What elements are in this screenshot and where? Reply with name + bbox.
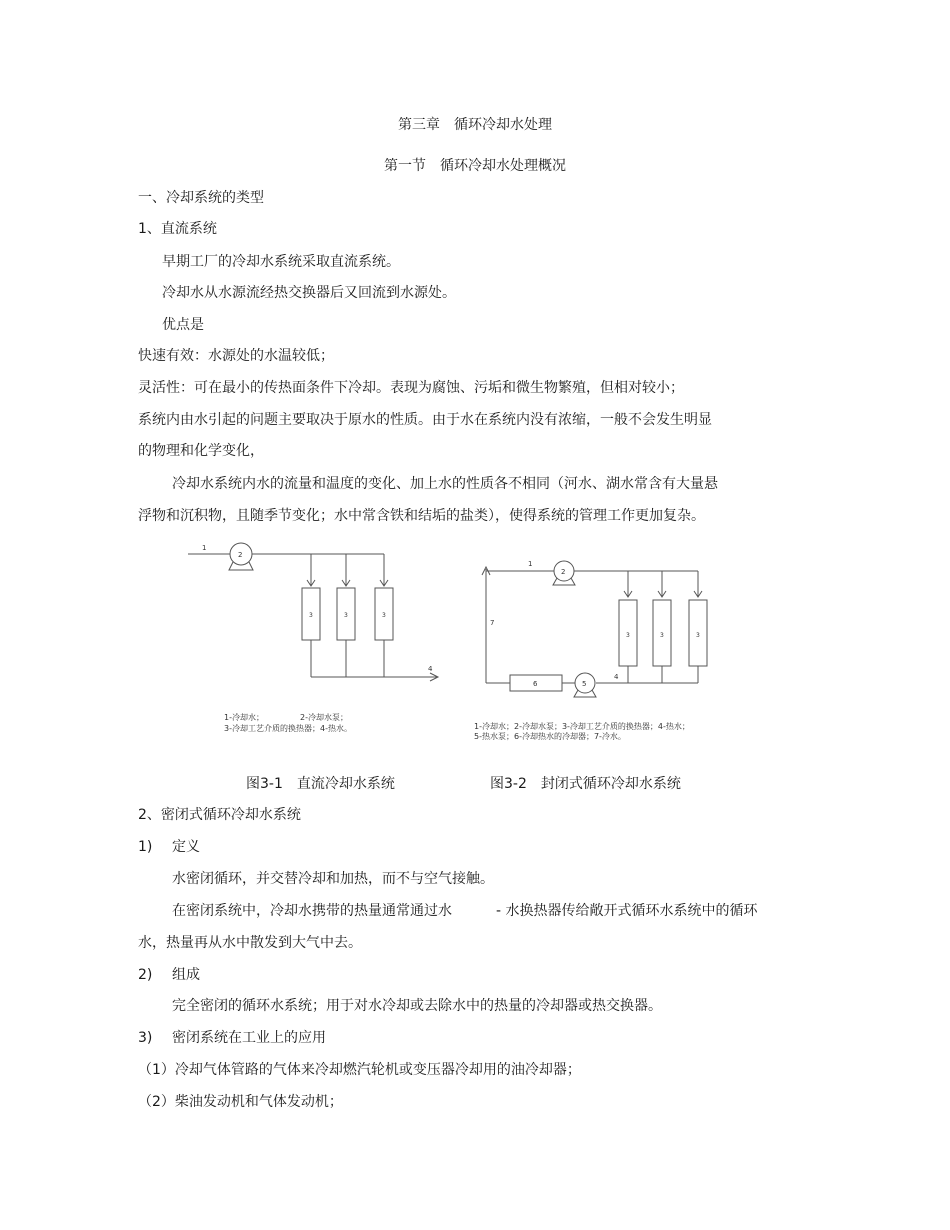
section-title: 第一节 循环冷却水处理概况 — [384, 158, 566, 174]
fig1-label-1: 1 — [202, 544, 207, 552]
heading-direct-system: 1、直流系统 — [138, 221, 217, 237]
paragraph: 冷却水系统内水的流量和温度的变化、加上水的性质各不相同（河水、湖水常含有大量悬 — [172, 476, 718, 492]
figure-direct-cooling — [180, 540, 450, 740]
heading-closed-system: 2、密闭式循环冷却水系统 — [138, 807, 301, 823]
figure-closed-circulation — [466, 555, 736, 745]
fig2-legend-line2: 5-热水泵；6-冷却热水的冷却器；7-冷水。 — [474, 732, 626, 741]
fig2-label-3: 3 — [696, 632, 700, 639]
figure-3-2-caption: 图3-2 封闭式循环冷却水系统 — [490, 776, 681, 792]
fig2-label-7: 7 — [490, 619, 495, 627]
chapter-title: 第三章 循环冷却水处理 — [398, 117, 552, 133]
subheading-definition: 定义 — [172, 839, 200, 855]
paragraph: 的物理和化学变化， — [138, 443, 264, 459]
fig1-label-3: 3 — [344, 612, 348, 619]
fig2-label-3: 3 — [660, 632, 664, 639]
fig2-label-1: 1 — [528, 560, 533, 568]
paragraph: 系统内由水引起的问题主要取决于原水的性质。由于水在系统内没有浓缩，一般不会发生明显 — [138, 412, 712, 428]
fig2-label-5: 5 — [582, 680, 587, 688]
list-item: （2）柴油发动机和气体发动机； — [138, 1094, 343, 1110]
subheading-number: 2) — [138, 967, 153, 983]
fig1-legend-line2: 3-冷却工艺介质的换热器；4-热水。 — [224, 724, 352, 733]
list-item: （1）冷却气体管路的气体来冷却燃汽轮机或变压器冷却用的油冷却器； — [138, 1062, 581, 1078]
fig2-label-2: 2 — [561, 568, 566, 576]
subheading-number: 3) — [138, 1030, 153, 1046]
figure-3-1-caption: 图3-1 直流冷却水系统 — [246, 776, 395, 792]
subheading-composition: 组成 — [172, 967, 200, 983]
paragraph: 完全密闭的循环水系统；用于对水冷却或去除水中的热量的冷却器或热交换器。 — [172, 998, 662, 1014]
fig2-label-4: 4 — [614, 673, 619, 681]
paragraph: 水，热量再从水中散发到大气中去。 — [138, 935, 362, 951]
fig2-label-3: 3 — [626, 632, 630, 639]
fig1-label-3: 3 — [309, 612, 313, 619]
paragraph: 水密闭循环，并交替冷却和加热，而不与空气接触。 — [172, 871, 494, 887]
fig2-label-6: 6 — [533, 680, 538, 688]
paragraph: 优点是 — [162, 317, 204, 333]
fig2-legend-line1: 1-冷却水；2-冷却水泵；3-冷却工艺介质的换热器；4-热水； — [474, 722, 690, 731]
fig1-label-4: 4 — [428, 665, 433, 673]
subheading-applications: 密闭系统在工业上的应用 — [172, 1030, 326, 1046]
paragraph: 在密闭系统中，冷却水携带的热量通常通过水 — [172, 903, 452, 919]
subheading-number: 1) — [138, 839, 153, 855]
paragraph: 灵活性：可在最小的传热面条件下冷却。表现为腐蚀、污垢和微生物繁殖，但相对较小； — [138, 380, 684, 396]
paragraph: 冷却水从水源流经热交换器后又回流到水源处。 — [162, 285, 456, 301]
fig1-label-3: 3 — [382, 612, 386, 619]
paragraph: - 水换热器传给敞开式循环水系统中的循环 — [496, 903, 758, 919]
paragraph: 早期工厂的冷却水系统采取直流系统。 — [162, 254, 400, 270]
heading-cooling-types: 一、冷却系统的类型 — [138, 190, 264, 206]
fig1-legend-line1: 1-冷却水； 2-冷却水泵； — [224, 713, 348, 722]
paragraph: 快速有效：水源处的水温较低； — [138, 348, 334, 364]
fig1-label-2: 2 — [238, 551, 243, 559]
paragraph: 浮物和沉积物，且随季节变化；水中常含铁和结垢的盐类），使得系统的管理工作更加复杂。 — [138, 508, 705, 524]
